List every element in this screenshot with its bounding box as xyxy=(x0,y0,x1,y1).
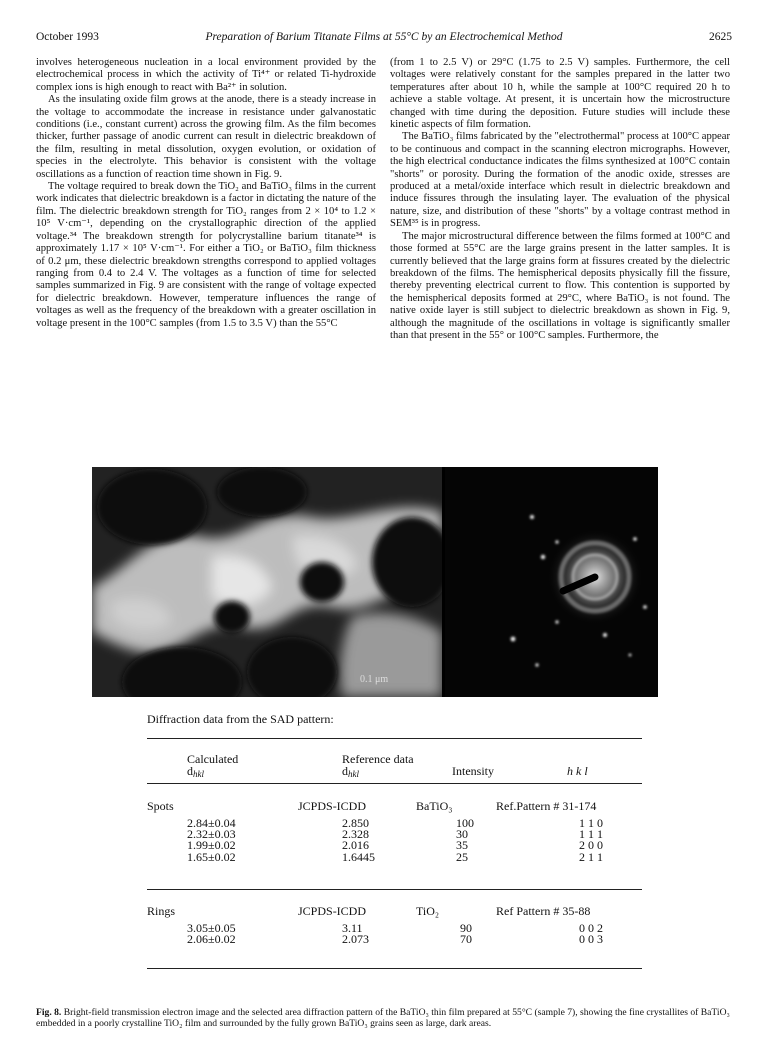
spots-calc-col xyxy=(187,818,236,863)
header-date: October 1993 xyxy=(36,31,99,43)
header-hkl: h k l xyxy=(567,764,588,778)
table-cell: 2.84±0.04 xyxy=(187,816,236,830)
rings-source: JCPDS-ICDD xyxy=(298,904,367,918)
table-cell: 2 0 0 xyxy=(579,838,603,853)
table-cell: 2.06±0.02 xyxy=(187,932,236,947)
table-cell: 70 xyxy=(460,932,472,947)
spots-source: JCPDS-ICDD xyxy=(298,799,367,813)
table-mid-rule xyxy=(147,889,642,890)
table-cell: 1.6445 xyxy=(342,849,375,864)
table-cell: 1 1 0 xyxy=(579,816,603,830)
table-cell: 2.850 xyxy=(342,816,369,830)
table-cell: 30 xyxy=(456,827,468,842)
rings-ref-col xyxy=(342,923,369,945)
tem-bright-field-image xyxy=(92,467,442,697)
table-cell: 2.328 xyxy=(342,827,369,842)
scale-bar-label: 0.1 μm xyxy=(360,674,389,685)
right-column xyxy=(390,57,730,342)
header-intensity: Intensity xyxy=(452,764,494,778)
diffraction-pattern-image xyxy=(445,467,658,697)
d-subscript: hkl xyxy=(193,769,204,779)
table-cell: 2 1 1 xyxy=(579,849,603,864)
spots-pattern: Ref.Pattern # 31-174 xyxy=(496,799,597,813)
rings-label: Rings xyxy=(147,904,176,918)
paragraph: As the insulating oxide film grows at the anode, there is a steady increase in the voltage to accommodate the increase in resistance under galvanostatic conditions (i.e., constant current) across the growing film. As the film becomes thicker, further passage of anodic current can result in dielectric breakdown of the film, resulting in metal dissolution, oxygen evolution, or oxidation of species in the electrolyte. This behavior is consistent with the voltage oscillations as a function of reaction time shown in Fig. 9. xyxy=(36,94,376,180)
table-top-rule xyxy=(147,738,642,739)
tem-micrograph xyxy=(92,467,442,697)
table-cell: 1 1 1 xyxy=(579,827,603,842)
running-header xyxy=(36,31,732,47)
caption-label: Fig. 8. xyxy=(36,1007,62,1018)
sad-diffraction-pattern xyxy=(445,467,658,697)
paragraph: The major microstructural difference between the films formed at 100°C and those formed at 55°C are the large grains present in the latter samples. It is currently believed that the large grains form at fissures created by the dielectric breakdown of the films. The hemispherical deposits physically fill the fissure, thereby preventing electrical current to flow. This contention is supported by the hemispherical deposits formed at 29°C, where BaTiO₃ is not found. The native oxide layer is still subject to dielectric breakdown as shown in Fig. 9, although the magnitude of the oscillations in voltage is significantly smaller than that present in the 55° or 100°C samples. Furthermore, the xyxy=(390,230,730,341)
spots-label: Spots xyxy=(147,799,174,813)
rings-calc-col xyxy=(187,923,236,945)
table-cell: 35 xyxy=(456,838,468,853)
table-cell: 1.99±0.02 xyxy=(187,838,236,853)
d-subscript: hkl xyxy=(348,769,359,779)
spots-intensity-col xyxy=(456,818,474,863)
header-calculated-d: dhkl xyxy=(187,764,204,779)
table-cell: 25 xyxy=(456,849,468,864)
rings-intensity-col xyxy=(460,923,472,945)
table-cell: 3.11 xyxy=(342,921,363,935)
table-title: Diffraction data from the SAD pattern: xyxy=(147,712,334,726)
caption-text: Bright-field transmission electron image and the selected area diffraction pattern of the BaTiO₃ thin film prepared at 55°C (sample 7), showing the fine crystallites of BaTiO₃ embedded in a poorly crystalline TiO₂ film and surrounded by the fully grown BaTiO₃ grains seen as large, dark areas. xyxy=(36,1007,730,1030)
spots-ref-col xyxy=(342,818,375,863)
rings-pattern: Ref Pattern # 35-88 xyxy=(496,904,591,918)
table-bottom-rule xyxy=(147,968,642,969)
paragraph: The voltage required to break down the TiO₂ and BaTiO₃ films in the current work indicates that dielectric breakdown is a factor in dictating the nature of the film. The dielectric breakdown strength for TiO₂ ranges from 2 × 10⁴ to 1.2 × 10⁵ V·cm⁻¹, depending on the crystallographic direction of the applied voltage.³⁴ The breakdown strength for polycrystalline barium titanate³⁴ is approximately 1.17 × 10⁵ V·cm⁻¹. For either a TiO₂ or BaTiO₃ film thickness of 0.2 μm, these dielectric breakdown strengths correspond to applied voltages ranging from 0.4 to 2.4 V. The voltages as a function of time for selected samples summarized in Fig. 9 are consistent with the range of voltage expected for dielectric breakdown. However, temperature influences the range of voltages as well as the frequency of the breakdown with a greater oscillation in voltage present in the 100°C samples (from 1.5 to 3.5 V) than the 55°C xyxy=(36,181,376,329)
figure-8-images xyxy=(92,467,658,697)
spots-hkl-col xyxy=(579,818,603,863)
figure-caption xyxy=(36,1007,732,1029)
header-reference-d: dhkl xyxy=(342,764,359,779)
table-cell: 100 xyxy=(456,816,474,830)
paragraph: involves heterogeneous nucleation in a local environment provided by the electrochemical process in which the activity of Ti⁴⁺ or related Ti-hydroxide complex ions is high enough to react with Ba²⁺ in solution. xyxy=(36,57,376,93)
paragraph: (from 1 to 2.5 V) or 29°C (1.75 to 2.5 V) samples. Furthermore, the cell voltages were relatively constant for the samples prepared in the latter two temperatures after about 10 h, while the sample at 100°C required 20 h to achieve a stable voltage. At present, it is uncertain how the microstructure changed with time during the deposition. Future studies will include these kinetic aspects of film formation. xyxy=(390,57,730,131)
rings-compound: TiO₂ xyxy=(416,904,440,918)
header-calculated: Calculated xyxy=(187,752,239,766)
table-cell: 0 0 3 xyxy=(579,932,603,947)
page-number: 2625 xyxy=(709,31,732,43)
table-cell: 2.016 xyxy=(342,838,369,853)
table-header-rule xyxy=(147,783,642,784)
paragraph: The BaTiO₃ films fabricated by the "electrothermal" process at 100°C appear to be continuous and compact in the scanning electron micrographs. However, the high electrical conductance indicates the films synthesized at 100°C contain "shorts" or porosity. During the formation of the anodic oxide, stresses are produced at a metal/oxide interface which result in dielectric breakdown and induce fissures through the insulating layer. The evaluation of the physical nature, size, and distribution of these "shorts" by a voltage contrast method in SEM³⁵ is in progress. xyxy=(390,131,730,230)
spots-compound: BaTiO₃ xyxy=(416,799,453,813)
header-reference: Reference data xyxy=(342,752,414,766)
header-title: Preparation of Barium Titanate Films at 55°C by an Electrochemical Method xyxy=(205,31,563,43)
table-cell: 2.073 xyxy=(342,932,369,947)
table-cell: 0 0 2 xyxy=(579,921,603,935)
left-column xyxy=(36,57,376,330)
table-cell: 2.32±0.03 xyxy=(187,827,236,842)
table-cell: 3.05±0.05 xyxy=(187,921,236,935)
rings-hkl-col xyxy=(579,923,603,945)
table-cell: 90 xyxy=(460,921,472,935)
table-cell: 1.65±0.02 xyxy=(187,849,236,864)
